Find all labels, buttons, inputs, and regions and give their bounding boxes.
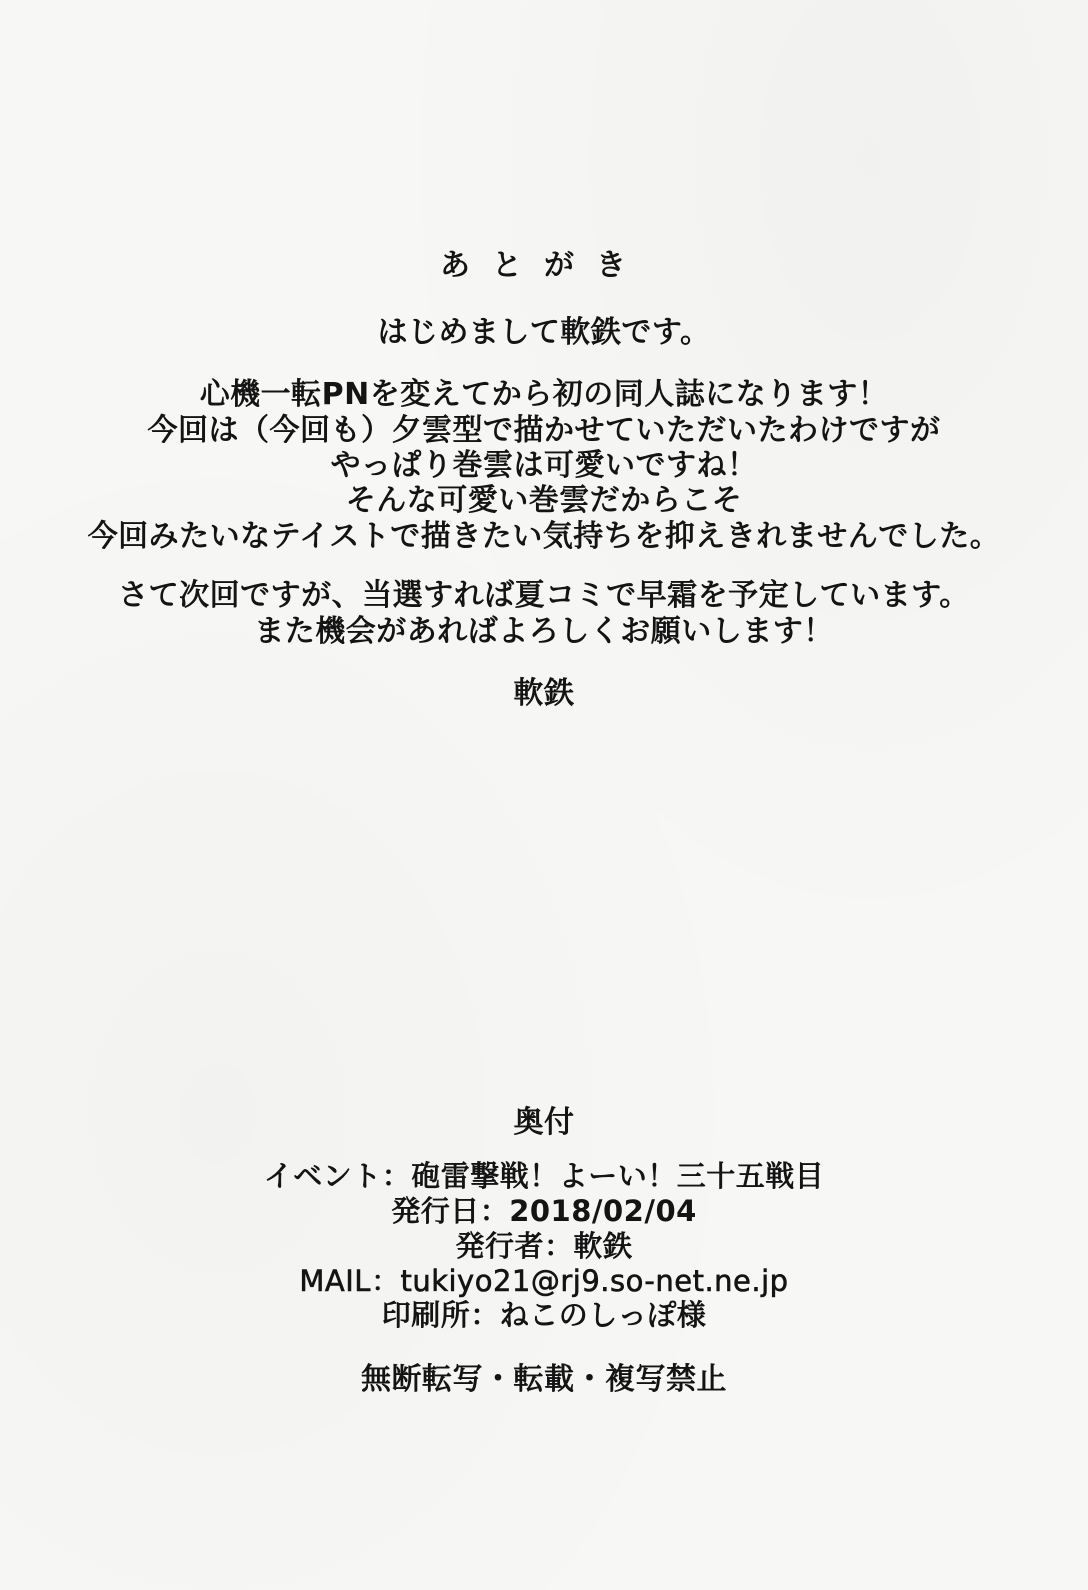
afterword-text-line: 今回みたいなテイストで描きたい気持ちを抑えきれませんでした。: [87, 519, 1001, 554]
colophon-event: イベント：砲雷撃戦！よーい！三十五戦目: [263, 1159, 825, 1193]
closing-line: また機会があればよろしくお願いします！: [254, 614, 834, 649]
colophon-publisher: 発行者：軟鉄: [455, 1229, 633, 1263]
afterword-text-line: やっぱり巻雲は可愛いですね！: [330, 448, 758, 483]
next-event-line: さて次回ですが、当選すれば夏コミで早霜を予定しています。: [118, 578, 970, 613]
afterword-text-line: 今回は（今回も）夕雲型で描かせていただいたわけですが: [147, 413, 941, 448]
colophon-title: 奥付: [513, 1105, 575, 1140]
afterword-title: あとがき: [440, 248, 648, 283]
author-signature: 軟鉄: [513, 676, 575, 711]
colophon-mail: MAIL：tukiyo21@rj9.so-net.ne.jp: [299, 1264, 789, 1298]
colophon-printer: 印刷所：ねこのしっぽ様: [381, 1298, 707, 1332]
afterword-text-line: そんな可愛い巻雲だからこそ: [345, 483, 743, 518]
colophon-date: 発行日：2018/02/04: [391, 1194, 697, 1228]
copyright-notice: 無断転写・転載・複写禁止: [361, 1362, 727, 1397]
greeting-line: はじめまして軟鉄です。: [377, 315, 711, 350]
afterword-text-line: 心機一転PNを変えてから初の同人誌になります！: [199, 377, 889, 412]
